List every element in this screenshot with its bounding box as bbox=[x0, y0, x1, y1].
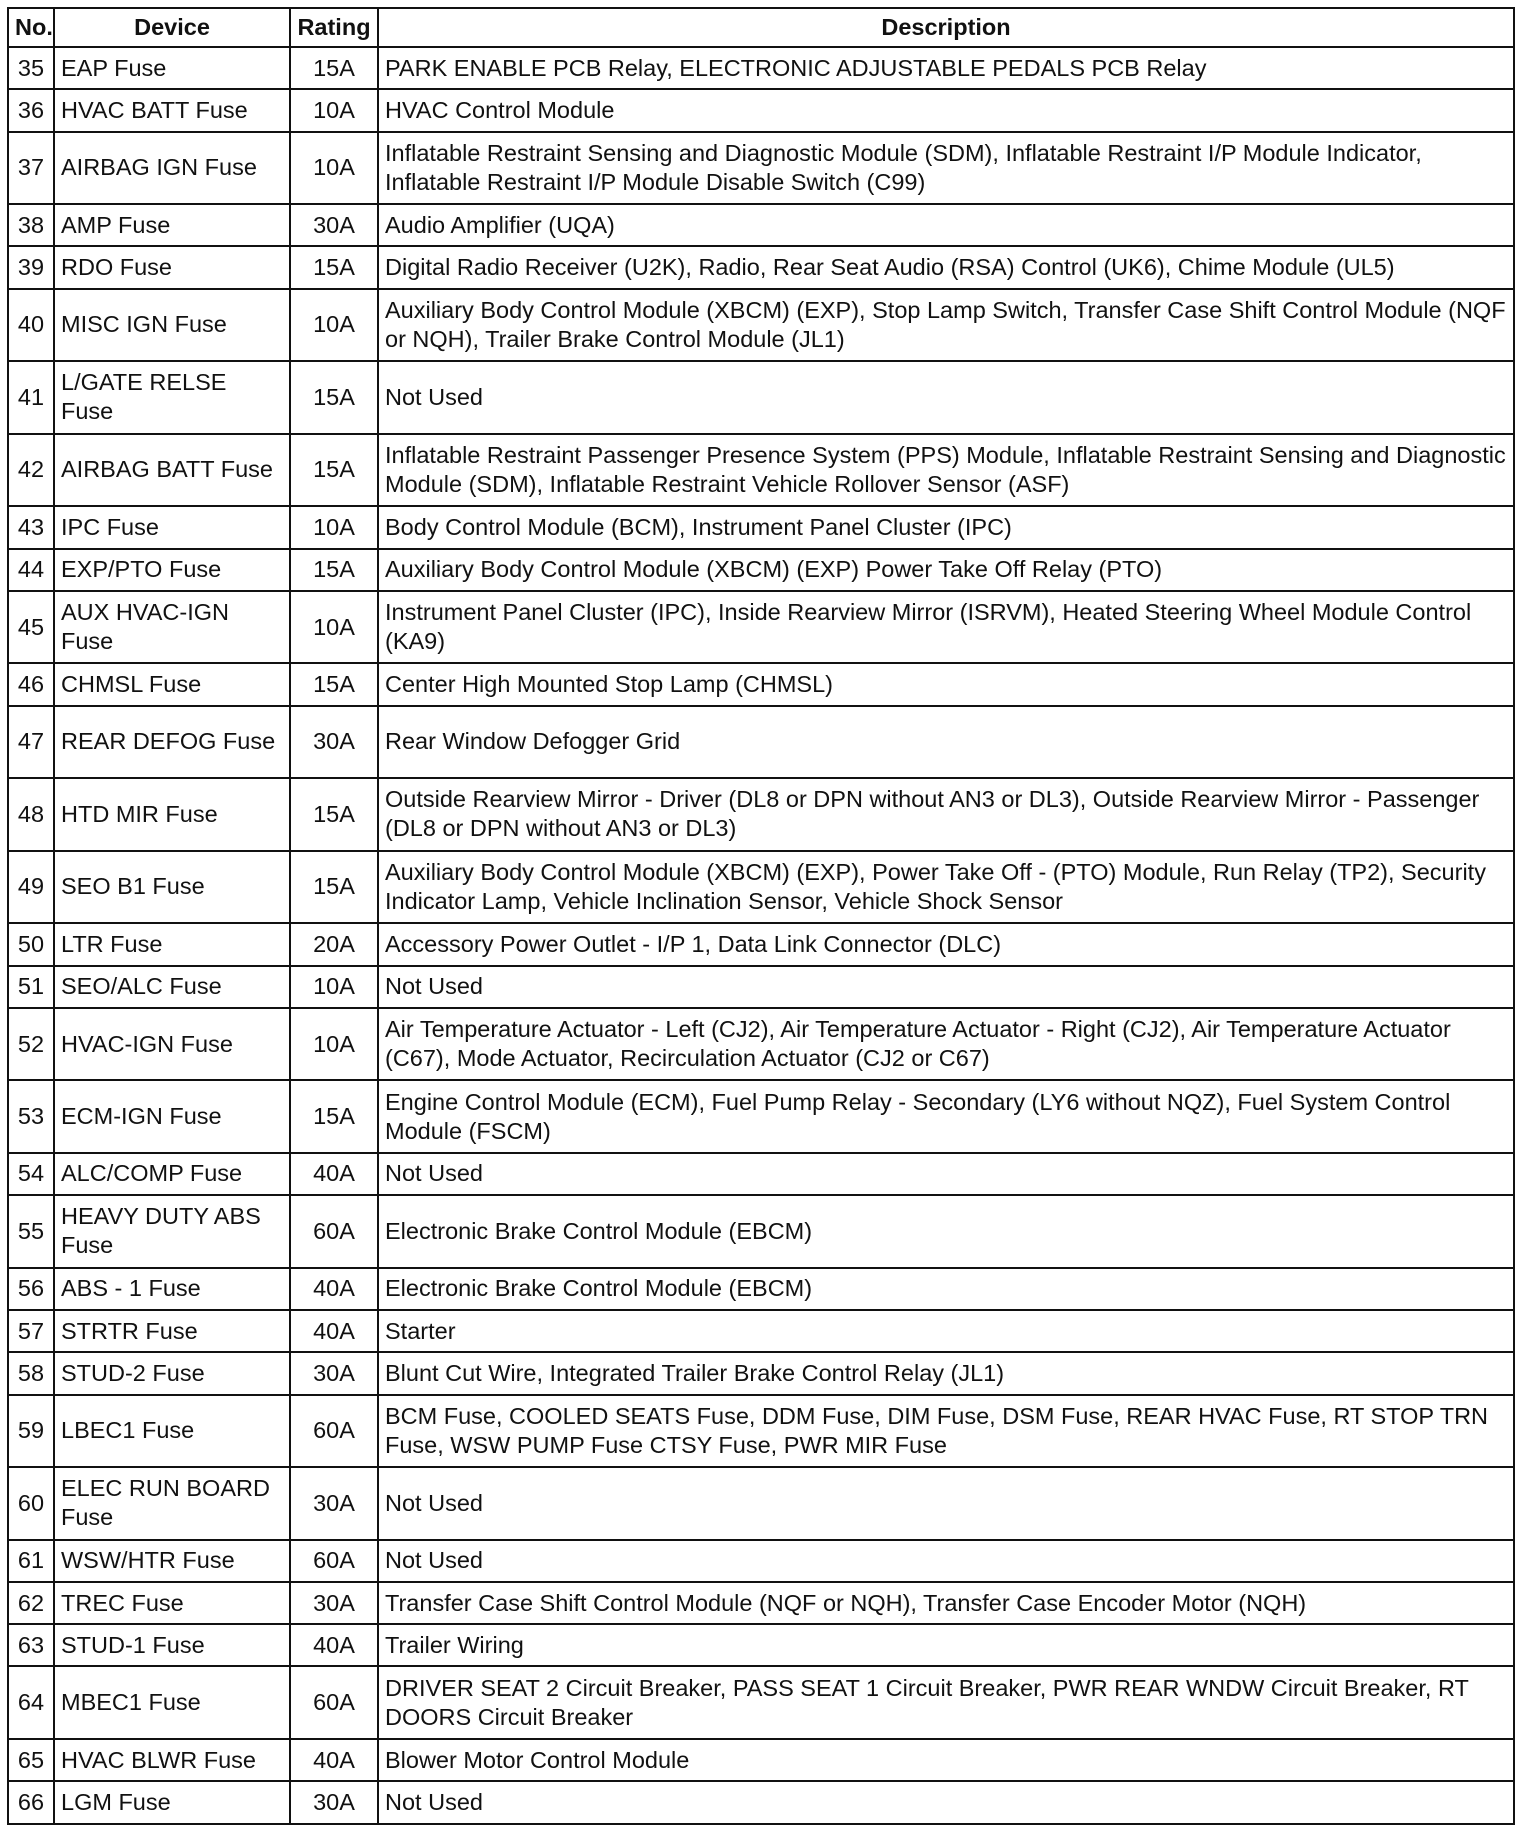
fuse-rating: 15A bbox=[290, 361, 378, 434]
table-row bbox=[8, 1540, 1514, 1582]
fuse-rating: 10A bbox=[290, 506, 378, 548]
fuse-description: DRIVER SEAT 2 Circuit Breaker, PASS SEAT 1 Circuit Breaker, PWR REAR WNDW Circuit Breaker, RT DOORS Circuit Breaker bbox=[378, 1666, 1514, 1739]
fuse-number: 64 bbox=[8, 1666, 54, 1739]
fuse-description: Not Used bbox=[378, 361, 1514, 434]
device-name: IPC Fuse bbox=[54, 506, 290, 548]
fuse-number: 60 bbox=[8, 1467, 54, 1540]
fuse-number: 55 bbox=[8, 1195, 54, 1268]
fuse-rating: 10A bbox=[290, 966, 378, 1008]
device-name: CHMSL Fuse bbox=[54, 663, 290, 705]
table-row bbox=[8, 1268, 1514, 1310]
table-row bbox=[8, 246, 1514, 288]
table-row bbox=[8, 1739, 1514, 1781]
fuse-rating: 15A bbox=[290, 778, 378, 851]
fuse-rating: 60A bbox=[290, 1540, 378, 1582]
fuse-rating: 30A bbox=[290, 1352, 378, 1394]
fuse-number: 39 bbox=[8, 246, 54, 288]
fuse-description: Instrument Panel Cluster (IPC), Inside Rearview Mirror (ISRVM), Heated Steering Wheel Module Control (KA9) bbox=[378, 591, 1514, 664]
fuse-rating: 15A bbox=[290, 549, 378, 591]
fuse-rating: 40A bbox=[290, 1268, 378, 1310]
fuse-number: 49 bbox=[8, 851, 54, 924]
fuse-rating: 30A bbox=[290, 1781, 378, 1824]
fuse-rating: 40A bbox=[290, 1310, 378, 1352]
fuse-description: Accessory Power Outlet - I/P 1, Data Link Connector (DLC) bbox=[378, 923, 1514, 965]
fuse-description: Rear Window Defogger Grid bbox=[378, 706, 1514, 779]
table-row bbox=[8, 1781, 1514, 1824]
device-name: STUD-1 Fuse bbox=[54, 1624, 290, 1666]
table-row bbox=[8, 47, 1514, 89]
fuse-description: PARK ENABLE PCB Relay, ELECTRONIC ADJUSTABLE PEDALS PCB Relay bbox=[378, 47, 1514, 89]
fuse-description: Not Used bbox=[378, 1540, 1514, 1582]
table-row bbox=[8, 1080, 1514, 1153]
device-name: HEAVY DUTY ABS Fuse bbox=[54, 1195, 290, 1268]
fuse-number: 63 bbox=[8, 1624, 54, 1666]
table-row bbox=[8, 1624, 1514, 1666]
device-name: ABS - 1 Fuse bbox=[54, 1268, 290, 1310]
header-rating: Rating bbox=[290, 8, 378, 47]
fuse-rating: 10A bbox=[290, 1008, 378, 1081]
fuse-description: Inflatable Restraint Sensing and Diagnostic Module (SDM), Inflatable Restraint I/P Module Indicator, Inflatable Restraint I/P Module Disable Switch (C99) bbox=[378, 132, 1514, 205]
fuse-rating: 40A bbox=[290, 1624, 378, 1666]
fuse-number: 58 bbox=[8, 1352, 54, 1394]
header-description: Description bbox=[378, 8, 1514, 47]
fuse-number: 35 bbox=[8, 47, 54, 89]
fuse-rating: 40A bbox=[290, 1153, 378, 1195]
fuse-number: 61 bbox=[8, 1540, 54, 1582]
device-name: AIRBAG IGN Fuse bbox=[54, 132, 290, 205]
table-row bbox=[8, 1395, 1514, 1468]
fuse-table-body bbox=[8, 47, 1514, 1824]
fuse-rating: 30A bbox=[290, 1582, 378, 1624]
device-name: EXP/PTO Fuse bbox=[54, 549, 290, 591]
fuse-description: Center High Mounted Stop Lamp (CHMSL) bbox=[378, 663, 1514, 705]
fuse-rating: 30A bbox=[290, 204, 378, 246]
table-row bbox=[8, 289, 1514, 362]
table-row bbox=[8, 549, 1514, 591]
fuse-description: Outside Rearview Mirror - Driver (DL8 or DPN without AN3 or DL3), Outside Rearview Mirror - Passenger (DL8 or DPN without AN3 or DL3) bbox=[378, 778, 1514, 851]
table-row bbox=[8, 778, 1514, 851]
fuse-table-page bbox=[7, 7, 1513, 1825]
fuse-rating: 15A bbox=[290, 851, 378, 924]
fuse-number: 43 bbox=[8, 506, 54, 548]
fuse-description: Trailer Wiring bbox=[378, 1624, 1514, 1666]
device-name: MISC IGN Fuse bbox=[54, 289, 290, 362]
fuse-rating: 40A bbox=[290, 1739, 378, 1781]
fuse-description: Auxiliary Body Control Module (XBCM) (EXP), Power Take Off - (PTO) Module, Run Relay (TP2), Security Indicator Lamp, Vehicle Inclination Sensor, Vehicle Shock Sensor bbox=[378, 851, 1514, 924]
table-row bbox=[8, 1666, 1514, 1739]
fuse-description: Transfer Case Shift Control Module (NQF or NQH), Transfer Case Encoder Motor (NQH) bbox=[378, 1582, 1514, 1624]
fuse-number: 45 bbox=[8, 591, 54, 664]
device-name: ECM-IGN Fuse bbox=[54, 1080, 290, 1153]
fuse-number: 52 bbox=[8, 1008, 54, 1081]
device-name: STUD-2 Fuse bbox=[54, 1352, 290, 1394]
fuse-number: 42 bbox=[8, 434, 54, 507]
fuse-description: Auxiliary Body Control Module (XBCM) (EXP), Stop Lamp Switch, Transfer Case Shift Control Module (NQF or NQH), Trailer Brake Control Module (JL1) bbox=[378, 289, 1514, 362]
device-name: SEO B1 Fuse bbox=[54, 851, 290, 924]
device-name: STRTR Fuse bbox=[54, 1310, 290, 1352]
table-row bbox=[8, 434, 1514, 507]
fuse-rating: 15A bbox=[290, 1080, 378, 1153]
device-name: AIRBAG BATT Fuse bbox=[54, 434, 290, 507]
fuse-table bbox=[7, 7, 1515, 1825]
fuse-description: Not Used bbox=[378, 1781, 1514, 1824]
fuse-description: Starter bbox=[378, 1310, 1514, 1352]
fuse-number: 46 bbox=[8, 663, 54, 705]
fuse-description: Blower Motor Control Module bbox=[378, 1739, 1514, 1781]
fuse-number: 66 bbox=[8, 1781, 54, 1824]
fuse-description: Body Control Module (BCM), Instrument Panel Cluster (IPC) bbox=[378, 506, 1514, 548]
fuse-description: Blunt Cut Wire, Integrated Trailer Brake Control Relay (JL1) bbox=[378, 1352, 1514, 1394]
fuse-rating: 30A bbox=[290, 1467, 378, 1540]
device-name: HVAC-IGN Fuse bbox=[54, 1008, 290, 1081]
fuse-number: 57 bbox=[8, 1310, 54, 1352]
fuse-rating: 60A bbox=[290, 1395, 378, 1468]
fuse-number: 56 bbox=[8, 1268, 54, 1310]
fuse-description: HVAC Control Module bbox=[378, 89, 1514, 131]
fuse-description: Air Temperature Actuator - Left (CJ2), Air Temperature Actuator - Right (CJ2), Air Temperature Actuator (C67), Mode Actuator, Recirculation Actuator (CJ2 or C67) bbox=[378, 1008, 1514, 1081]
device-name: HVAC BATT Fuse bbox=[54, 89, 290, 131]
table-row bbox=[8, 1008, 1514, 1081]
fuse-rating: 15A bbox=[290, 434, 378, 507]
fuse-description: Digital Radio Receiver (U2K), Radio, Rear Seat Audio (RSA) Control (UK6), Chime Module (UL5) bbox=[378, 246, 1514, 288]
device-name: AMP Fuse bbox=[54, 204, 290, 246]
fuse-number: 36 bbox=[8, 89, 54, 131]
fuse-rating: 15A bbox=[290, 47, 378, 89]
fuse-description: Inflatable Restraint Passenger Presence System (PPS) Module, Inflatable Restraint Sensing and Diagnostic Module (SDM), Inflatable Restraint Vehicle Rollover Sensor (ASF) bbox=[378, 434, 1514, 507]
device-name: MBEC1 Fuse bbox=[54, 1666, 290, 1739]
fuse-description: Electronic Brake Control Module (EBCM) bbox=[378, 1268, 1514, 1310]
table-row bbox=[8, 1153, 1514, 1195]
device-name: WSW/HTR Fuse bbox=[54, 1540, 290, 1582]
fuse-rating: 30A bbox=[290, 706, 378, 779]
device-name: REAR DEFOG Fuse bbox=[54, 706, 290, 779]
device-name: HTD MIR Fuse bbox=[54, 778, 290, 851]
table-row bbox=[8, 923, 1514, 965]
device-name: EAP Fuse bbox=[54, 47, 290, 89]
table-row bbox=[8, 506, 1514, 548]
fuse-description: Auxiliary Body Control Module (XBCM) (EXP) Power Take Off Relay (PTO) bbox=[378, 549, 1514, 591]
fuse-number: 38 bbox=[8, 204, 54, 246]
header-device: Device bbox=[54, 8, 290, 47]
device-name: LTR Fuse bbox=[54, 923, 290, 965]
table-row bbox=[8, 966, 1514, 1008]
fuse-rating: 60A bbox=[290, 1666, 378, 1739]
table-row bbox=[8, 706, 1514, 779]
fuse-number: 50 bbox=[8, 923, 54, 965]
table-row bbox=[8, 1352, 1514, 1394]
fuse-number: 54 bbox=[8, 1153, 54, 1195]
fuse-rating: 10A bbox=[290, 591, 378, 664]
device-name: LGM Fuse bbox=[54, 1781, 290, 1824]
table-row bbox=[8, 851, 1514, 924]
fuse-rating: 20A bbox=[290, 923, 378, 965]
device-name: HVAC BLWR Fuse bbox=[54, 1739, 290, 1781]
table-row bbox=[8, 132, 1514, 205]
fuse-rating: 10A bbox=[290, 89, 378, 131]
table-row bbox=[8, 1195, 1514, 1268]
header-row bbox=[8, 8, 1514, 47]
fuse-number: 40 bbox=[8, 289, 54, 362]
table-row bbox=[8, 361, 1514, 434]
fuse-rating: 10A bbox=[290, 132, 378, 205]
fuse-description: Not Used bbox=[378, 1467, 1514, 1540]
fuse-number: 47 bbox=[8, 706, 54, 779]
fuse-description: Not Used bbox=[378, 1153, 1514, 1195]
table-row bbox=[8, 89, 1514, 131]
fuse-description: Engine Control Module (ECM), Fuel Pump Relay - Secondary (LY6 without NQZ), Fuel System Control Module (FSCM) bbox=[378, 1080, 1514, 1153]
table-row bbox=[8, 591, 1514, 664]
fuse-description: Electronic Brake Control Module (EBCM) bbox=[378, 1195, 1514, 1268]
fuse-rating: 15A bbox=[290, 663, 378, 705]
device-name: AUX HVAC-IGN Fuse bbox=[54, 591, 290, 664]
table-row bbox=[8, 1467, 1514, 1540]
fuse-number: 51 bbox=[8, 966, 54, 1008]
fuse-number: 59 bbox=[8, 1395, 54, 1468]
fuse-number: 41 bbox=[8, 361, 54, 434]
table-row bbox=[8, 1310, 1514, 1352]
fuse-number: 48 bbox=[8, 778, 54, 851]
device-name: LBEC1 Fuse bbox=[54, 1395, 290, 1468]
header-no: No. bbox=[8, 8, 54, 47]
device-name: ELEC RUN BOARD Fuse bbox=[54, 1467, 290, 1540]
fuse-rating: 15A bbox=[290, 246, 378, 288]
fuse-rating: 60A bbox=[290, 1195, 378, 1268]
fuse-number: 37 bbox=[8, 132, 54, 205]
device-name: TREC Fuse bbox=[54, 1582, 290, 1624]
table-row bbox=[8, 663, 1514, 705]
fuse-description: Audio Amplifier (UQA) bbox=[378, 204, 1514, 246]
table-row bbox=[8, 1582, 1514, 1624]
fuse-number: 44 bbox=[8, 549, 54, 591]
fuse-number: 65 bbox=[8, 1739, 54, 1781]
fuse-rating: 10A bbox=[290, 289, 378, 362]
device-name: RDO Fuse bbox=[54, 246, 290, 288]
fuse-number: 62 bbox=[8, 1582, 54, 1624]
fuse-description: Not Used bbox=[378, 966, 1514, 1008]
device-name: SEO/ALC Fuse bbox=[54, 966, 290, 1008]
table-row bbox=[8, 204, 1514, 246]
device-name: ALC/COMP Fuse bbox=[54, 1153, 290, 1195]
fuse-number: 53 bbox=[8, 1080, 54, 1153]
device-name: L/GATE RELSE Fuse bbox=[54, 361, 290, 434]
fuse-description: BCM Fuse, COOLED SEATS Fuse, DDM Fuse, DIM Fuse, DSM Fuse, REAR HVAC Fuse, RT STOP TRN Fuse, WSW PUMP Fuse CTSY Fuse, PWR MIR Fuse bbox=[378, 1395, 1514, 1468]
